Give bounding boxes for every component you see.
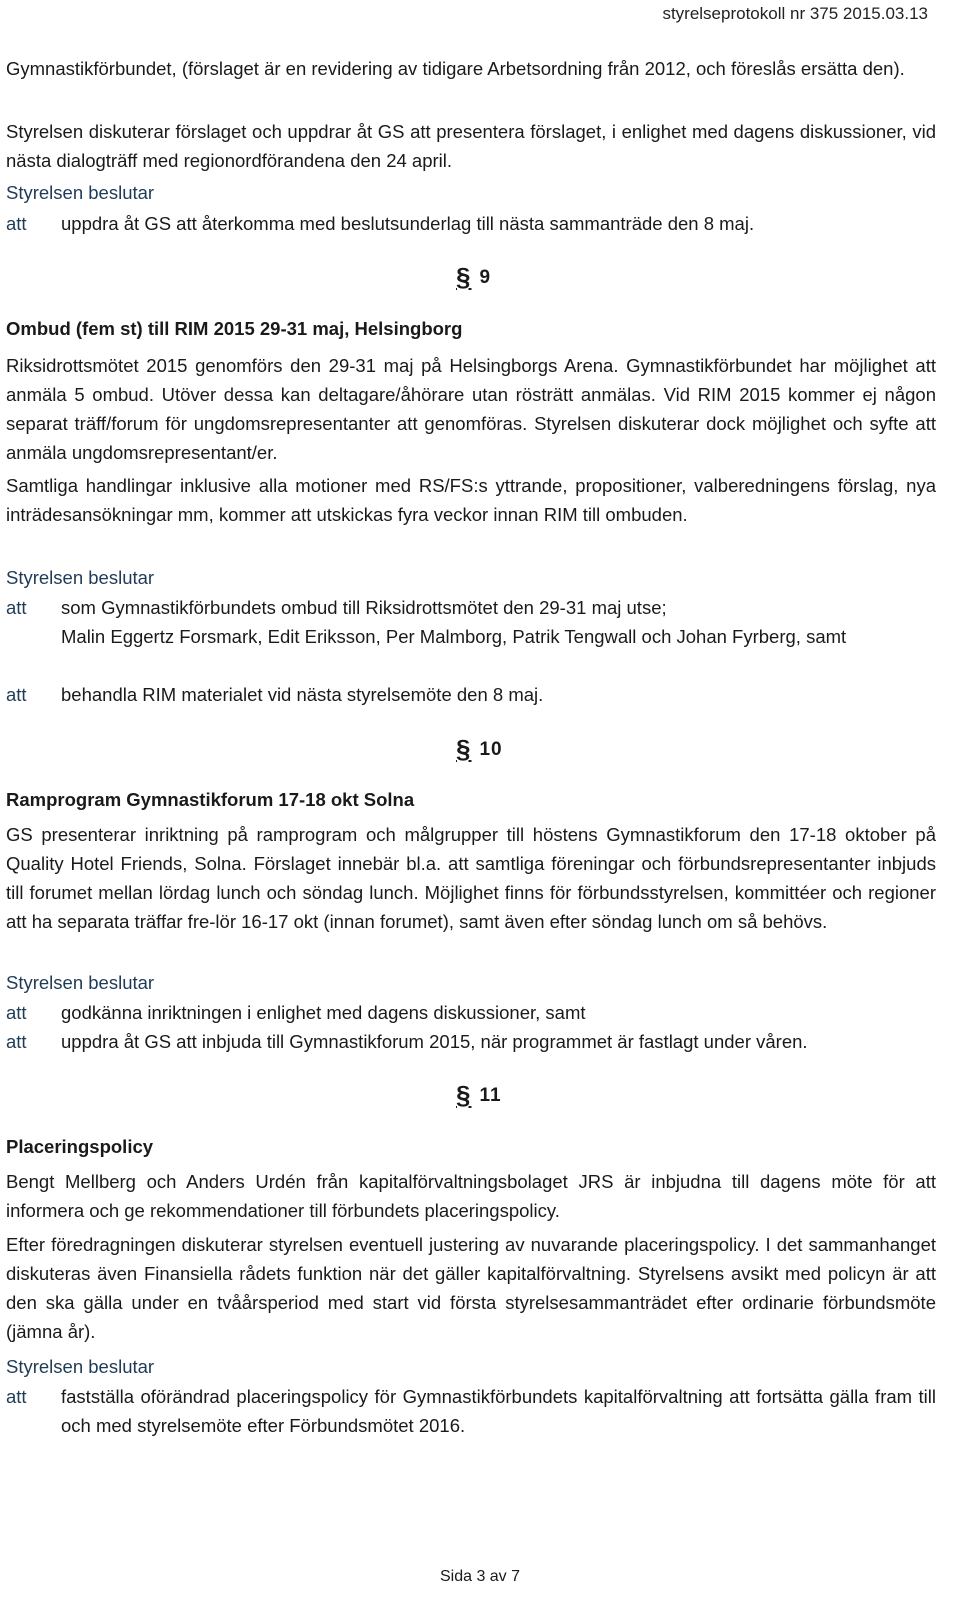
paragraph: Styrelsen diskuterar förslaget och uppdrar åt GS att presentera förslaget, i enlighet med dagens diskussioner, vid nästa dialogträff med regionordförandena den 24 april. (6, 121, 936, 171)
section-number (456, 734, 503, 765)
decision-label: att (6, 1386, 27, 1407)
paragraph-symbol: § (456, 262, 472, 292)
paragraph: GS presenterar inriktning på ramprogram och målgrupper till höstens Gymnastikforum den 17-18 oktober på Quality Hotel Friends, Solna. Förslaget innebär bl.a. att samtliga föreningar och förbundsrepresentanter inbjuds till forumet mellan lördag lunch och söndag lunch. Möjlighet finns för förbundsstyrelsen, kommittéer och regioner att ha separata träffar fre-lör 16-17 okt (innan forumet), samt även efter söndag lunch om så behövs. (6, 824, 936, 932)
paragraph: Samtliga handlingar inklusive alla motioner med RS/FS:s yttrande, propositioner, valberedningens förslag, nya inträdesansökningar mm, kommer att utskickas fyra veckor innan RIM till ombuden. (6, 475, 936, 525)
paragraph-symbol: § (456, 1080, 472, 1110)
decision-text: behandla RIM materialet vid nästa styrelsemöte den 8 maj. (61, 684, 544, 705)
section-heading: Ramprogram Gymnastikforum 17-18 okt Solna (6, 789, 415, 810)
paragraph: Efter föredragningen diskuterar styrelsen eventuell justering av nuvarande placeringspolicy. I det sammanhanget diskuteras även Finansiella rådets funktion när det gäller kapitalförvaltning. Styrelsens avsikt med policyn är att den ska gälla under en tvåårsperiod med start vid första styrelsesammanträdet efter ordinarie förbundsmöte (jämna år). (6, 1234, 936, 1342)
page-footer: Sida 3 av 7 (439, 1568, 521, 1585)
decision-text: uppdra åt GS att återkomma med beslutsunderlag till nästa sammanträde den 8 maj. (61, 213, 755, 234)
decision-row (6, 1382, 936, 1442)
decision-label: att (6, 597, 27, 618)
decision-text-line: som Gymnastikförbundets ombud till Riksidrottsmötet den 29-31 maj utse; (61, 597, 667, 618)
decision-text-continuation: Malin Eggertz Forsmark, Edit Eriksson, Per Malmborg, Patrik Tengwall och Johan Fyrberg, samt (61, 626, 847, 647)
section-number (456, 262, 491, 293)
decision-heading: Styrelsen beslutar (6, 1356, 155, 1377)
section-heading: Ombud (fem st) till RIM 2015 29-31 maj, Helsingborg (6, 318, 463, 339)
decision-text: fastställa oförändrad placeringspolicy för Gymnastikförbundets kapitalförvaltning att fortsätta gälla fram till och med styrelsemöte efter Förbundsmötet 2016. (61, 1386, 936, 1436)
decision-heading: Styrelsen beslutar (6, 567, 155, 588)
decision-text (61, 593, 936, 651)
decision-text: uppdra åt GS att inbjuda till Gymnastikforum 2015, när programmet är fastlagt under våren. (61, 1031, 808, 1052)
section-number-value: 11 (479, 1085, 502, 1106)
decision-text: godkänna inriktningen i enlighet med dagens diskussioner, samt (61, 1002, 586, 1023)
decision-label: att (6, 213, 27, 234)
decision-label: att (6, 684, 27, 705)
paragraph-symbol: § (456, 734, 472, 764)
section-number (456, 1080, 502, 1111)
decision-label: att (6, 1031, 27, 1052)
section-number-value: 10 (479, 739, 503, 760)
paragraph: Bengt Mellberg och Anders Urdén från kapitalförvaltningsbolaget JRS är inbjudna till dagens möte för att informera och ge rekommendationer till förbundets placeringspolicy. (6, 1171, 936, 1221)
section-number-value: 9 (479, 267, 492, 288)
paragraph: Gymnastikförbundet, (förslaget är en revidering av tidigare Arbetsordning från 2012, och föreslås ersätta den). (6, 58, 905, 79)
section-heading: Placeringspolicy (6, 1136, 154, 1157)
page-header: styrelseprotokoll nr 375 2015.03.13 (662, 4, 928, 23)
paragraph: Riksidrottsmötet 2015 genomförs den 29-31 maj på Helsingborgs Arena. Gymnastikförbundet har möjlighet att anmäla 5 ombud. Utöver dessa kan deltagare/åhörare utan rösträtt anmälas. Vid RIM 2015 kommer ej någon separat träff/forum för ungdomsrepresentanter att genomföras. Styrelsen diskuterar dock möjlighet och syfte att anmäla ungdomsrepresentant/er. (6, 355, 936, 463)
decision-label: att (6, 1002, 27, 1023)
decision-row (6, 593, 936, 653)
decision-heading: Styrelsen beslutar (6, 182, 155, 203)
decision-heading: Styrelsen beslutar (6, 972, 155, 993)
